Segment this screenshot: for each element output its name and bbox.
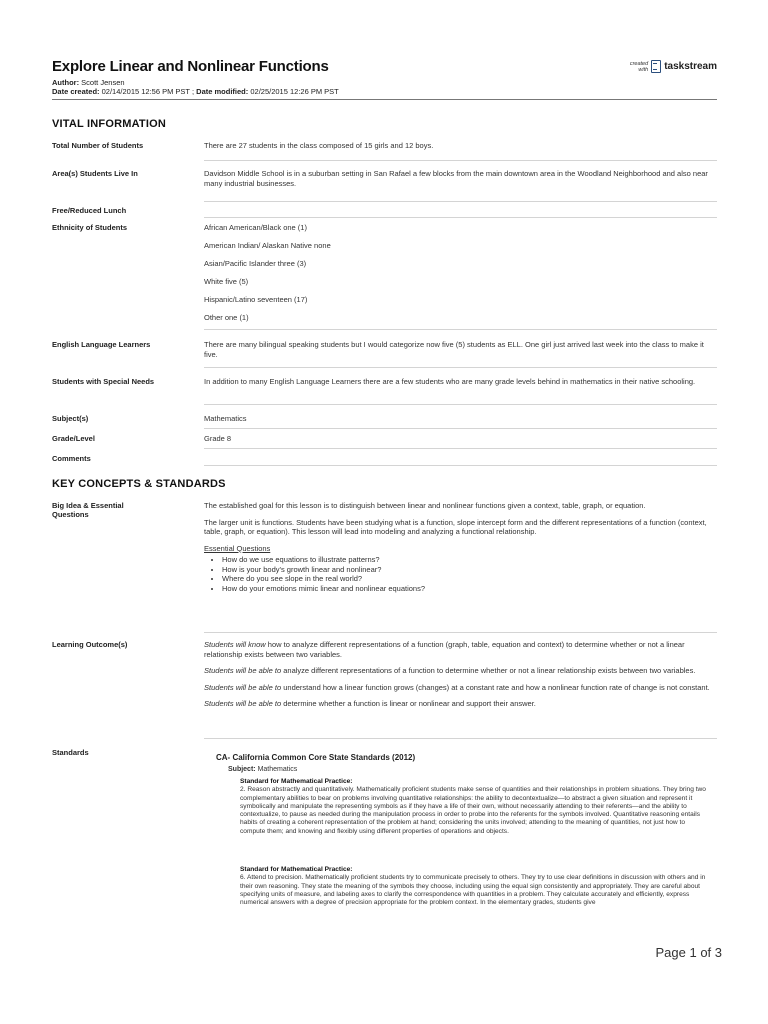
grade-value: Grade 8 bbox=[204, 434, 232, 443]
area-value: Davidson Middle School is in a suburban setting in San Rafael a few blocks from the main downtown area in the Woodland Neighborhood and also near many industrial businesses. bbox=[204, 169, 708, 188]
standards-subject bbox=[228, 766, 297, 773]
taskstream-logo-icon bbox=[651, 60, 661, 73]
logo-created-text: created bbox=[629, 60, 649, 67]
page-number: Page 1 of 3 bbox=[655, 945, 722, 960]
big-idea-paragraph: The established goal for this lesson is to distinguish between linear and nonlinear functions given a context, table, graph, or equation. bbox=[204, 501, 646, 510]
ethnicity-item: Asian/Pacific Islander three (3) bbox=[204, 259, 307, 268]
essential-questions-heading: Essential Questions bbox=[204, 543, 271, 553]
learning-outcomes-label: Learning Outcome(s) bbox=[52, 640, 128, 649]
ell-label: English Language Learners bbox=[52, 340, 151, 349]
outcome-item bbox=[204, 666, 717, 676]
ethnicity-item: Other one (1) bbox=[204, 313, 249, 322]
ethnicity-item: Hispanic/Latino seventeen (17) bbox=[204, 295, 308, 304]
taskstream-logo bbox=[630, 60, 717, 73]
divider bbox=[204, 367, 717, 368]
divider bbox=[204, 217, 717, 218]
subject-label: Subject(s) bbox=[52, 414, 89, 423]
author-label: Author: bbox=[52, 78, 80, 87]
document-meta bbox=[52, 78, 717, 96]
document-header bbox=[52, 58, 717, 96]
outcome-lead: Students will be able to bbox=[204, 682, 282, 692]
area-label: Area(s) Students Live In bbox=[52, 169, 138, 178]
ethnicity-item: White five (5) bbox=[204, 277, 249, 286]
author-line bbox=[52, 78, 717, 87]
standards-set-title: CA- California Common Core State Standards (2012) bbox=[216, 753, 416, 762]
date-modified-label: Date modified: bbox=[196, 87, 249, 96]
outcome-item bbox=[204, 699, 717, 709]
total-students-value: There are 27 students in the class composed of 15 girls and 12 boys. bbox=[204, 141, 434, 150]
ethnicity-label: Ethnicity of Students bbox=[52, 223, 127, 232]
lunch-label: Free/Reduced Lunch bbox=[52, 206, 127, 215]
header-divider bbox=[52, 99, 717, 100]
ell-value: There are many bilingual speaking students but I would categorize now five (5) students as ELL. One girl just arrived last week into the class to make it five. bbox=[204, 340, 704, 359]
outcome-lead: Students will be able to bbox=[204, 666, 282, 675]
outcome-text: how to analyze different representations of a function (graph, table, equation and context) to determine whether or not a linear relationship exists between two variables. bbox=[204, 640, 685, 659]
outcome-lead: Students will be able to bbox=[204, 699, 282, 708]
outcome-item bbox=[204, 683, 717, 693]
outcome-text: understand how a linear function grows (changes) at a constant rate and how a nonlinear function rate of change is not constant. bbox=[281, 682, 710, 692]
standards-subject-value: Mathematics bbox=[257, 766, 298, 773]
big-idea-label: Big Idea & Essential Questions bbox=[52, 501, 124, 519]
date-created-label: Date created: bbox=[52, 87, 100, 96]
divider bbox=[204, 329, 717, 330]
outcome-item bbox=[204, 640, 717, 659]
divider bbox=[204, 428, 717, 429]
practice-standard bbox=[240, 778, 712, 836]
divider bbox=[204, 448, 717, 449]
standards-subject-label: Subject: bbox=[228, 766, 256, 773]
ethnicity-item: African American/Black one (1) bbox=[204, 223, 307, 232]
subject-value: Mathematics bbox=[204, 414, 247, 423]
ethnicity-list bbox=[204, 223, 717, 331]
author-name: Scott Jensen bbox=[81, 78, 125, 87]
divider bbox=[204, 160, 717, 161]
total-students-label: Total Number of Students bbox=[52, 141, 144, 150]
ethnicity-item: American Indian/ Alaskan Native none bbox=[204, 241, 331, 250]
special-needs-label: Students with Special Needs bbox=[52, 377, 155, 386]
list-item: • Where do you see slope in the real world? bbox=[222, 574, 717, 584]
practice-text: 6. Attend to precision. Mathematically proficient students try to communicate precisely to others. They try to use clear definitions in discussion with others and in their own reasoning. They state the meaning of the symbols they choose, including using the equal sign consistently and appropriately. They are careful about specifying units of measure, and labeling axes to clarify the correspondence with quantities in a problem. They calculate accurately and efficiently, express numerical answers with a degree of precision appropriate for the problem context. In the elementary grades, students give bbox=[240, 874, 706, 907]
divider bbox=[204, 404, 717, 405]
practice-standard bbox=[240, 866, 712, 907]
outcome-text: analyze different representations of a function to determine whether or not a linear relationship exists between two variables. bbox=[281, 666, 696, 675]
learning-outcomes-value bbox=[204, 640, 717, 716]
divider bbox=[204, 632, 717, 633]
logo-created-with bbox=[630, 61, 648, 73]
dates-line bbox=[52, 87, 717, 96]
logo-with-text: with bbox=[638, 66, 649, 73]
divider bbox=[204, 738, 717, 739]
logo-name: taskstream bbox=[664, 61, 717, 72]
date-separator: ; bbox=[191, 87, 195, 96]
date-created: 02/14/2015 12:56 PM PST bbox=[101, 87, 190, 96]
special-needs-value: In addition to many English Language Learners there are a few students who are many grade levels behind in mathematics in their native schooling. bbox=[204, 377, 696, 386]
grade-label: Grade/Level bbox=[52, 434, 95, 443]
essential-questions-list bbox=[204, 555, 717, 593]
big-idea-paragraph: The larger unit is functions. Students have been studying what is a function, slope intercept form and the different representations of a function (context, table, graph, or equation). This lesson will lead into modeling and analyzing a functional relationship. bbox=[204, 517, 707, 536]
standards-label: Standards bbox=[52, 748, 89, 757]
practice-heading: Standard for Mathematical Practice: bbox=[240, 866, 353, 873]
comments-label: Comments bbox=[52, 454, 91, 463]
outcome-lead: Students will know bbox=[204, 640, 266, 649]
vital-section-title: VITAL INFORMATION bbox=[52, 118, 167, 130]
list-item: • How do your emotions mimic linear and nonlinear equations? bbox=[222, 584, 717, 594]
key-section-title: KEY CONCEPTS & STANDARDS bbox=[52, 478, 226, 490]
list-item: • How do we use equations to illustrate patterns? bbox=[222, 555, 717, 565]
practice-heading: Standard for Mathematical Practice: bbox=[240, 778, 353, 785]
outcome-text: determine whether a function is linear or nonlinear and support their answer. bbox=[281, 699, 536, 708]
big-idea-value bbox=[204, 501, 717, 593]
practice-text: 2. Reason abstractly and quantitatively. Mathematically proficient students make sense of quantities and their relationships in problem situations. They bring two complementary abilities to bear on problems involving quantitative relationships: the ability to decontextualize—to abstract a given situation and represent it symbolically and manipulate the representing symbols as if they have a life of their own, without necessarily attending to their referents—and the ability to contextualize, to pause as needed during the manipulation process in order to probe into the referents for the symbols involved. Quantitative reasoning entails habits of creating a coherent representation of the problem at hand; considering the units involved; attending to the meaning of quantities, not just how to compute them; and knowing and flexibly using different properties of operations and objects. bbox=[240, 786, 706, 835]
list-item: • How is your body's growth linear and nonlinear? bbox=[222, 565, 717, 575]
divider bbox=[204, 465, 717, 466]
document-title: Explore Linear and Nonlinear Functions bbox=[52, 58, 329, 75]
divider bbox=[204, 201, 717, 202]
date-modified: 02/25/2015 12:26 PM PST bbox=[250, 87, 339, 96]
